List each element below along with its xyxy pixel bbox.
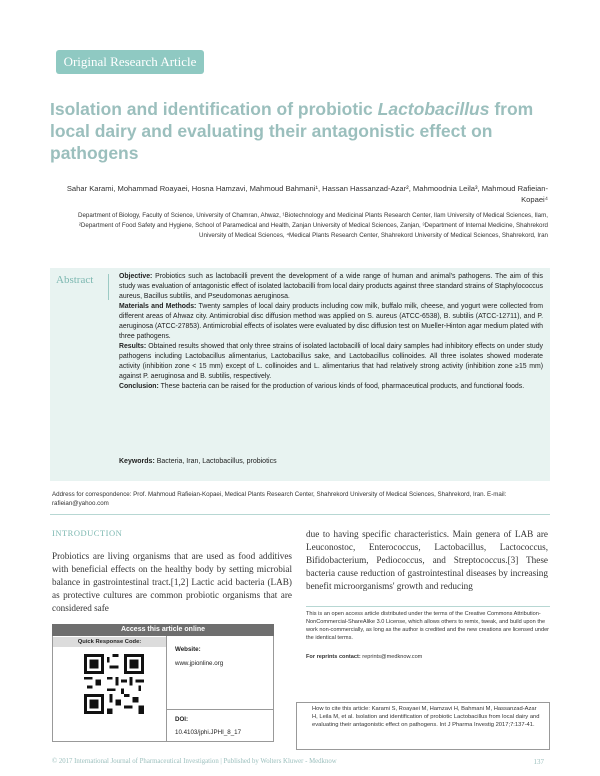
title-italic: Lactobacillus (377, 99, 490, 119)
article-type-tag: Original Research Article (56, 50, 204, 74)
abstract-text (119, 272, 543, 392)
doi-link[interactable]: 10.4103/jphi.JPHI_8_17 (175, 729, 242, 736)
intro-right-column: due to having specific characteristics. Main genera of LAB are Leuconostoc, Enterococcus, Lactobacillus, Lactococcus, Bifidobacterium, Pediococcus, and Streptococcus.[3] These bacteria cause reduction of gastrointestinal diseases by increasing benefit microorganisms' growth and reducing (306, 529, 548, 591)
abstract-objective: Objective: Probiotics such as lactobacilli prevent the development of a wide range of human and animal's pathogens. The aim of this study was evaluation of antagonistic effect of isolated lactobacilli from local dairy products against three standard strains of Staphylococcus aureus, Bacillus subtilis, and Pseudomonas aeruginosa. (119, 273, 543, 300)
article-title (50, 98, 550, 164)
doi-label: DOI: (175, 716, 189, 723)
qr-label: Quick Response Code: (53, 637, 166, 647)
access-box-row-divider (166, 709, 274, 710)
abstract-label: Abstract (56, 274, 94, 286)
qr-code-icon[interactable] (84, 654, 144, 714)
correspondence: Address for correspondence: Prof. Mahmoud Rafieian-Kopaei, Medical Plants Research Center, Shahrekord University of Medical Sciences, Shahrekord, Iran. E-mail: rafieian@yahoo.com (52, 491, 507, 507)
reprints-note: For reprints contact: reprints@medknow.com (306, 654, 423, 660)
website-link[interactable]: www.jpionline.org (175, 660, 224, 667)
page-number: 137 (533, 758, 544, 766)
author-list: Sahar Karami, Mohammad Roayaei, Hosna Hamzavi, Mahmoud Bahmani¹, Hassan Hassanzad-Azar², Mahmoodnia Leila³, Mahmoud Rafieian-Kopaei⁴ (66, 184, 548, 204)
license-note: This is an open access article distributed under the terms of the Creative Commons Attribution-NonCommercial-ShareAlike 3.0 License, which allows others to remix, tweak, and build upon the work non-commercially, as long as the author is credited and the new creations are licensed under the identical terms. (306, 606, 550, 642)
abstract-divider (108, 274, 109, 300)
abstract-results: Results: Obtained results showed that only three strains of isolated lactobacilli of local dairy samples had inhibitory effects on under study pathogens including Lactobacillus alimentarius, Lactobacillus sake, and Lactobacillus collinoides. All three isolates showed moderate activity (inhibition zone < 15 mm) except of L. collinoides and L. alimentarius that had relatively strong activity (inhibition zone ≥15 mm) against P. aeruginosa and B. subtilis, respectively. (119, 343, 543, 380)
introduction-heading: INTRODUCTION (52, 528, 123, 538)
access-box-divider (166, 636, 167, 741)
footer-copyright: © 2017 International Journal of Pharmaceutical Investigation | Published by Wolters Kluwer - Medknow (52, 758, 337, 765)
divider-rule (50, 514, 550, 515)
abstract-methods: Materials and Methods: Twenty samples of local dairy products including cow milk, buffalo milk, cheese, and yogurt were collected from different areas of Ahwaz city. Antimicrobial disc diffusion method was applied on S. aureus (ATCC-6538), B. subtilis (ATCC-12711), and P. aeruginosa (ATCC-27853). Antimicrobial effects of isolates were evaluated by disc diffusion test on Mueller-Hinton agar medium plated with three pathogens. (119, 303, 543, 340)
citation-text: How to cite this article: Karami S, Roayaei M, Hamzavi H, Bahmani M, Hassanzad-Azar H, Leila M, et al. Isolation and identification of probiotic Lactobacillus from local dairy and evaluating their antagonistic effect on pathogens. Int J Pharma Investig 2017;7:137-41. (312, 706, 540, 728)
access-box-header: Access this article online (52, 624, 274, 636)
website-label: Website: (175, 646, 201, 653)
title-part-2: from local dairy and evaluating their antagonistic effect on pathogens (50, 99, 534, 163)
title-part-1: Isolation and identification of probiotic (50, 99, 378, 119)
intro-left-column: Probiotics are living organisms that are used as food additives with beneficial effects on the healthy body by setting microbial balance in gastrointestinal tract.[1,2] Lactic acid bacteria (LAB) as protective cultures are common probiotic organisms that are considered safe (52, 551, 292, 613)
keywords: Keywords: Bacteria, Iran, Lactobacillus, probiotics (119, 458, 277, 465)
abstract-conclusion: Conclusion: These bacteria can be raised for the production of various kinds of food, pharmaceutical products, and functional foods. (119, 383, 525, 390)
affiliations: Department of Biology, Faculty of Science, University of Chamran, Ahwaz, ¹Biotechnology and Medicinal Plants Research Center, Ilam University of Medical Sciences, Ilam, ²Department of Food Safety and Hygiene, School of Paramedical and Health, Zanjan University of Medical Sciences, Zanjan, ³Department of Internal Medicine, Shahrekord University of Medical Sciences, ⁴Medical Plants Research Center, Shahrekord University of Medical Sciences, Shahrekord, Iran (78, 212, 548, 239)
